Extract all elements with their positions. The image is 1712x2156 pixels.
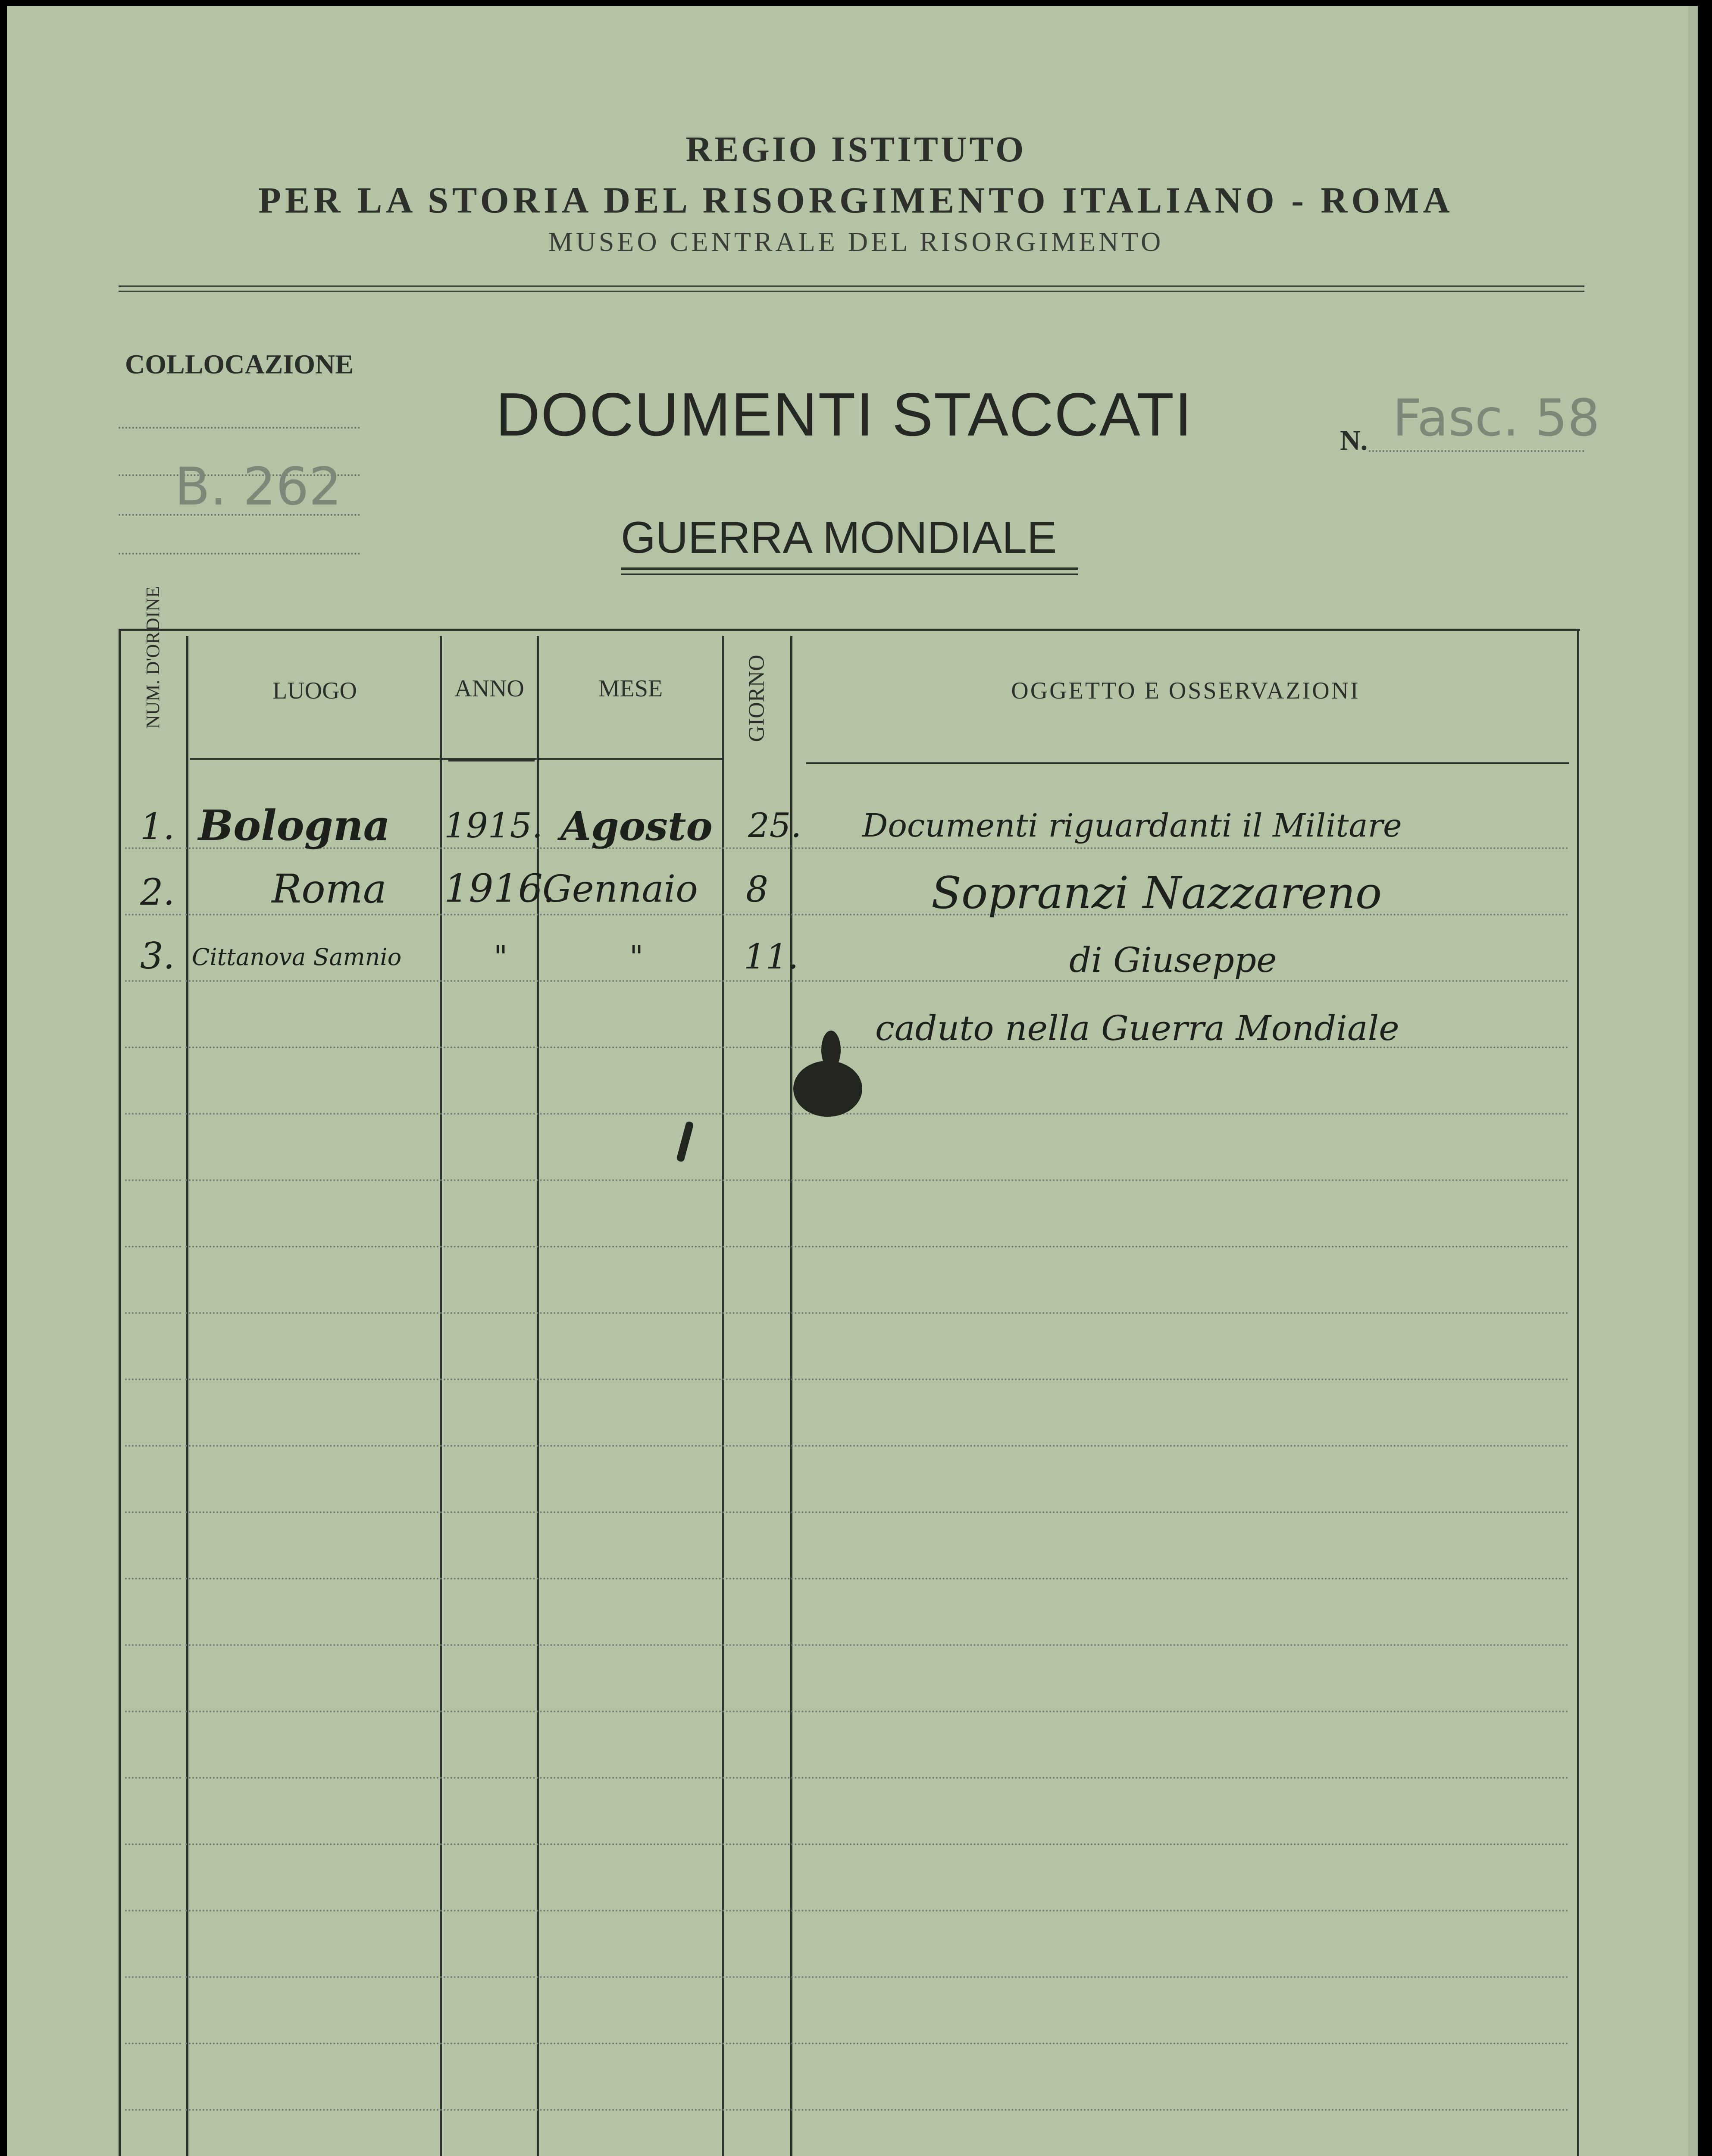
ledger-row-rule (185, 1976, 1569, 1978)
ink-splash (821, 1031, 841, 1069)
column-header-luogo: LUOGO (272, 677, 357, 704)
ledger-row-rule (185, 1777, 1569, 1779)
ink-blot (793, 1061, 862, 1117)
ledger-row-stub (125, 1843, 181, 1845)
entry-1-luogo: Bologna (198, 801, 390, 850)
ledger-row-rule (185, 1711, 1569, 1712)
ledger-row-rule (185, 1445, 1569, 1447)
ledger-row-rule (185, 980, 1569, 982)
entry-3-anno: " (494, 939, 508, 975)
ledger-row-stub (125, 2109, 181, 2111)
ledger-row-rule (185, 1511, 1569, 1513)
number-value: Fasc. 58 (1393, 388, 1600, 448)
entry-3-num: 3. (140, 935, 175, 977)
column-header-mese: MESE (598, 675, 663, 702)
entry-2-giorno: 8 (746, 869, 769, 910)
header-bottom-rule-anno (448, 760, 535, 761)
observation-line-2: Sopranzi Nazzareno (931, 868, 1382, 919)
ledger-row-rule (185, 2043, 1569, 2044)
observation-line-1: Documenti riguardanti il Militare (862, 807, 1402, 844)
entry-1-num: 1. (140, 805, 175, 848)
divider-luogo (440, 636, 442, 2156)
ledger-row-rule (185, 2109, 1569, 2111)
column-header-anno: ANNO (454, 675, 524, 702)
divider-num (186, 636, 188, 2156)
collocazione-value: B. 262 (175, 457, 342, 517)
ledger-row-rule (185, 1843, 1569, 1845)
ledger-row-rule (185, 1179, 1569, 1181)
border-right (1577, 629, 1579, 2156)
ledger-row-rule (185, 847, 1569, 849)
ledger-row-stub (125, 1511, 181, 1513)
observation-line-4: caduto nella Guerra Mondiale (875, 1008, 1399, 1048)
entry-2-luogo: Roma (272, 866, 387, 912)
entry-1-anno: 1915. (444, 805, 543, 846)
ledger-row-stub (125, 914, 181, 915)
ledger-row-stub (125, 1910, 181, 1912)
divider-anno (537, 636, 539, 2156)
ledger-row-stub (125, 1644, 181, 1646)
table-top-rule (119, 629, 1580, 631)
number-label: N. (1340, 425, 1368, 456)
entry-3-luogo: Cittanova Samnio (192, 943, 402, 971)
ledger-row-stub (125, 1113, 181, 1115)
museum-name: MUSEO CENTRALE DEL RISORGIMENTO (548, 226, 1164, 257)
document-title: DOCUMENTI STACCATI (496, 380, 1193, 449)
entry-2-mese: Gennaio (542, 868, 698, 911)
entry-2-num: 2. (140, 871, 175, 913)
ledger-row-stub (125, 1711, 181, 1712)
ledger-row-stub (125, 1445, 181, 1447)
ledger-row-rule (185, 1379, 1569, 1380)
column-header-oggetto: OGGETTO E OSSERVAZIONI (1011, 677, 1360, 704)
ledger-row-stub (125, 1047, 181, 1048)
ledger-row-stub (125, 1312, 181, 1314)
entry-3-giorno: 11. (744, 937, 799, 977)
document-subtitle: GUERRA MONDIALE (621, 513, 1057, 563)
ledger-row-stub (125, 1578, 181, 1579)
institute-subtitle: PER LA STORIA DEL RISORGIMENTO ITALIANO - ROMA (258, 179, 1454, 221)
header-bottom-rule-right (806, 762, 1569, 764)
entry-2-anno: 1916. (444, 866, 555, 911)
collocazione-label: COLLOCAZIONE (125, 349, 354, 379)
ledger-row-stub (125, 1179, 181, 1181)
ledger-row-rule (185, 1113, 1569, 1115)
ledger-row-rule (185, 1312, 1569, 1314)
column-header-num (142, 664, 164, 729)
column-header-giorno: GIORNO (744, 655, 769, 742)
observation-line-3: di Giuseppe (1069, 940, 1277, 980)
ledger-row-rule (185, 1246, 1569, 1247)
ledger-row-stub (125, 1777, 181, 1779)
institute-name: REGIO ISTITUTO (685, 129, 1027, 169)
border-left (119, 629, 121, 2156)
ledger-row-stub (125, 2043, 181, 2044)
divider-mese (722, 636, 724, 2156)
ledger-row-rule (185, 1910, 1569, 1912)
ledger-row-stub (125, 1379, 181, 1380)
entry-3-mese: " (629, 939, 644, 975)
ledger-row-stub (125, 1246, 181, 1247)
entry-1-giorno: 25. (748, 806, 802, 845)
ledger-row-stub (125, 980, 181, 982)
ledger-row-rule (185, 1644, 1569, 1646)
entry-1-mese: Agosto (560, 803, 713, 849)
divider-giorno (790, 636, 792, 2156)
ledger-row-rule (185, 1578, 1569, 1579)
ledger-row-stub (125, 1976, 181, 1978)
